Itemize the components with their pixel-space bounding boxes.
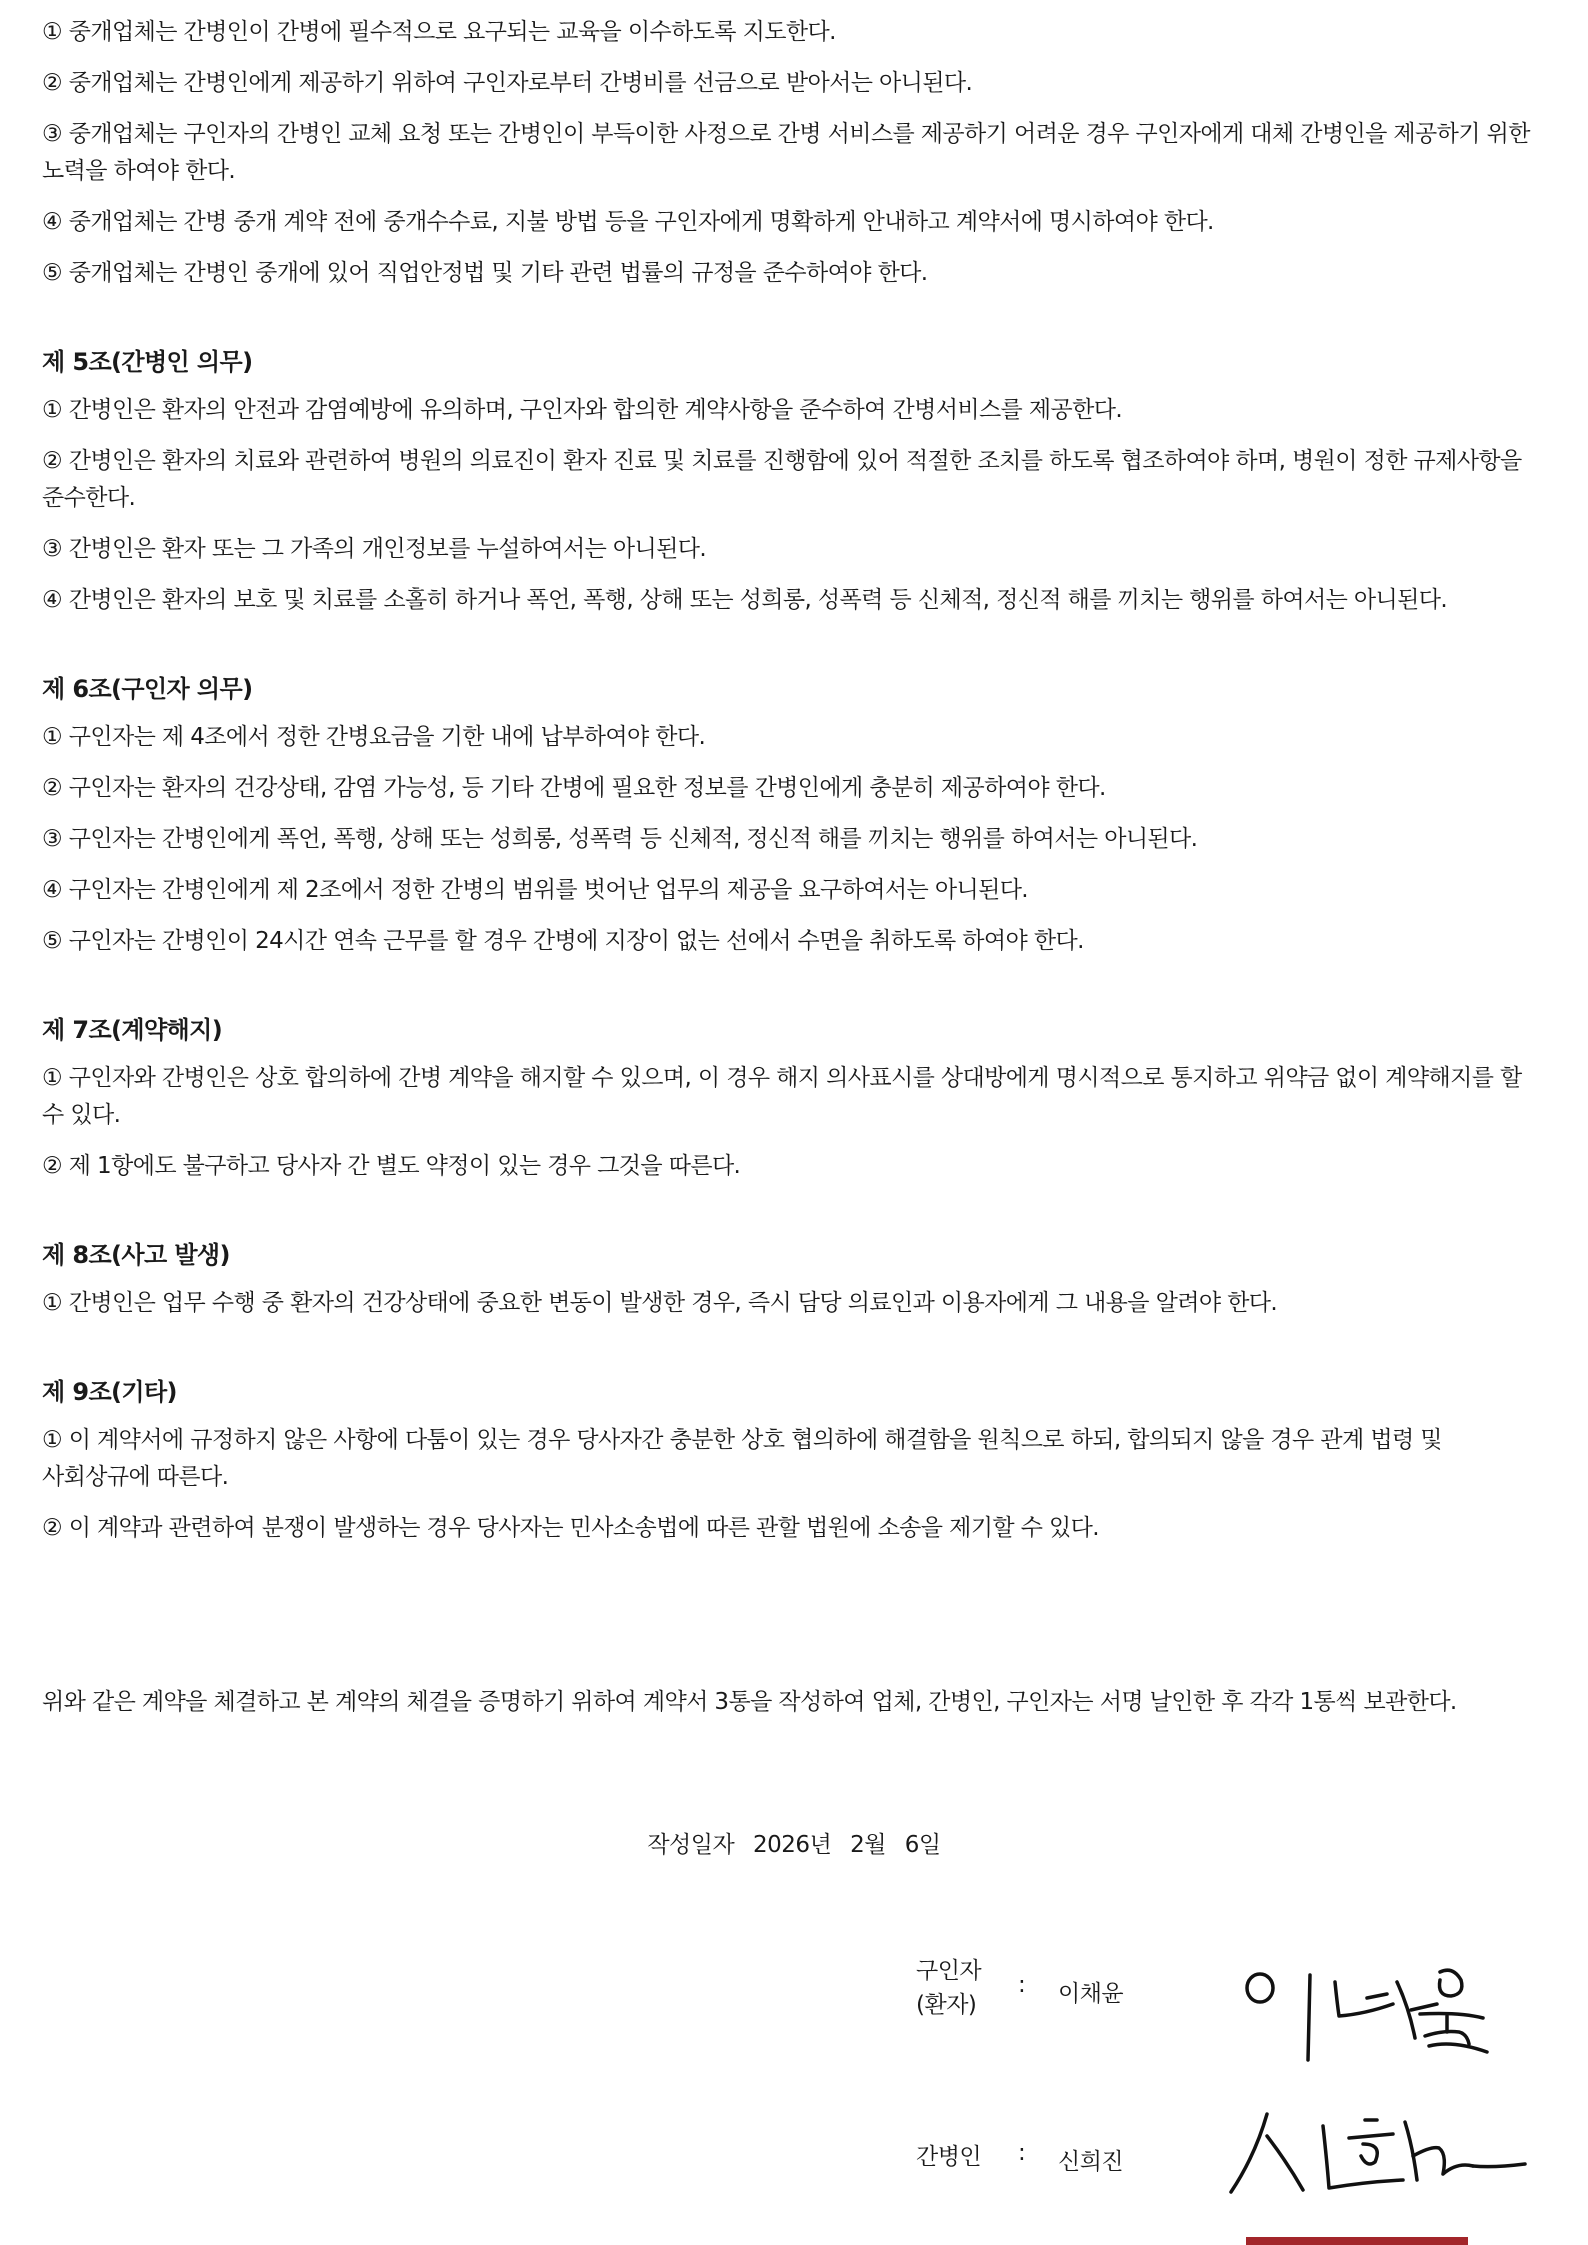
- article-5-item-1: ① 간병인은 환자의 안전과 감염예방에 유의하며, 구인자와 합의한 계약사항을 준수하여 간병서비스를 제공한다.: [42, 397, 1123, 423]
- article-6-item-2: ② 구인자는 환자의 건강상태, 감염 가능성, 등 기타 간병에 필요한 정보를 간병인에게 충분히 제공하여야 한다.: [42, 775, 1106, 801]
- article-9-item-2: ② 이 계약과 관련하여 분쟁이 발생하는 경우 당사자는 민사소송법에 따른 관할 법원에 소송을 제기할 수 있다.: [42, 1515, 1099, 1541]
- caregiver-colon: :: [1018, 2140, 1026, 2166]
- client-role-label: [916, 1954, 981, 2022]
- date-month: 2월: [850, 1832, 886, 1858]
- article-4-items: [42, 14, 1542, 292]
- footer-accent-bar: [1246, 2237, 1468, 2245]
- article-4-item-1: ① 중개업체는 간병인이 간병에 필수적으로 요구되는 교육을 이수하도록 지도한다.: [42, 19, 836, 45]
- article-4-item-4: ④ 중개업체는 간병 중개 계약 전에 중개수수료, 지불 방법 등을 구인자에게 명확하게 안내하고 계약서에 명시하여야 한다.: [42, 209, 1214, 235]
- caregiver-role-label: 간병인: [916, 2144, 982, 2170]
- date-day: 6일: [904, 1832, 941, 1858]
- article-7-title: 제 7조(계약해지): [42, 1016, 223, 1044]
- date-year: 2026년: [753, 1832, 832, 1858]
- article-8-title: 제 8조(사고 발생): [42, 1241, 230, 1269]
- date-label: 작성일자: [647, 1832, 735, 1858]
- article-6-item-1: ① 구인자는 제 4조에서 정한 간병요금을 기한 내에 납부하여야 한다.: [42, 724, 706, 750]
- article-6-item-4: ④ 구인자는 간병인에게 제 2조에서 정한 간병의 범위를 벗어난 업무의 제공을 요구하여서는 아니된다.: [42, 877, 1029, 903]
- article-8: [42, 1237, 1542, 1322]
- article-5-item-4: ④ 간병인은 환자의 보호 및 치료를 소홀히 하거나 폭언, 폭행, 상해 또는 성희롱, 성폭력 등 신체적, 정신적 해를 끼치는 행위를 하여서는 아니된다.: [42, 587, 1448, 613]
- client-signature: [1215, 1960, 1545, 2080]
- article-4-item-2: ② 중개업체는 간병인에게 제공하기 위하여 구인자로부터 간병비를 선금으로 받아서는 아니된다.: [42, 70, 973, 96]
- article-6-item-5: ⑤ 구인자는 간병인이 24시간 연속 근무를 할 경우 간병에 지장이 없는 선에서 수면을 취하도록 하여야 한다.: [42, 928, 1084, 954]
- article-4-item-3: ③ 중개업체는 구인자의 간병인 교체 요청 또는 간병인이 부득이한 사정으로 간병 서비스를 제공하기 어려운 경우 구인자에게 대체 간병인을 제공하기 위한 노력을 하여야 한다.: [42, 121, 1530, 184]
- article-9-title: 제 9조(기타): [42, 1378, 177, 1406]
- article-6-title: 제 6조(구인자 의무): [42, 675, 253, 703]
- client-colon: :: [1018, 1972, 1026, 1998]
- article-4-item-5: ⑤ 중개업체는 간병인 중개에 있어 직업안정법 및 기타 관련 법률의 규정을 준수하여야 한다.: [42, 260, 928, 286]
- article-8-item-1: ① 간병인은 업무 수행 중 환자의 건강상태에 중요한 변동이 발생한 경우, 즉시 담당 의료인과 이용자에게 그 내용을 알려야 한다.: [42, 1290, 1278, 1316]
- client-role-line2: (환자): [916, 1992, 977, 2018]
- caregiver-name: 신희진: [1058, 2149, 1124, 2175]
- caregiver-signature: [1225, 2096, 1555, 2206]
- article-5: [42, 344, 1542, 619]
- article-5-title: 제 5조(간병인 의무): [42, 348, 253, 376]
- article-9-item-1: ① 이 계약서에 규정하지 않은 사항에 다툼이 있는 경우 당사자간 충분한 상호 협의하에 해결함을 원칙으로 하되, 합의되지 않을 경우 관계 법령 및 사회상규에 따른다.: [42, 1427, 1442, 1490]
- article-5-item-2: ② 간병인은 환자의 치료와 관련하여 병원의 의료진이 환자 진료 및 치료를 진행함에 있어 적절한 조치를 하도록 협조하여야 하며, 병원이 정한 규제사항을 준수한다.: [42, 448, 1522, 511]
- article-7-item-1: ① 구인자와 간병인은 상호 합의하에 간병 계약을 해지할 수 있으며, 이 경우 해지 의사표시를 상대방에게 명시적으로 통지하고 위약금 없이 계약해지를 할 수 있다.: [42, 1065, 1522, 1128]
- contract-body: [42, 14, 1542, 1561]
- article-5-item-3: ③ 간병인은 환자 또는 그 가족의 개인정보를 누설하여서는 아니된다.: [42, 536, 707, 562]
- article-7-item-2: ② 제 1항에도 불구하고 당사자 간 별도 약정이 있는 경우 그것을 따른다.: [42, 1153, 741, 1179]
- article-6-item-3: ③ 구인자는 간병인에게 폭언, 폭행, 상해 또는 성희롱, 성폭력 등 신체적, 정신적 해를 끼치는 행위를 하여서는 아니된다.: [42, 826, 1198, 852]
- client-role-line1: 구인자: [916, 1958, 982, 1984]
- article-7: [42, 1012, 1542, 1185]
- client-name: 이채윤: [1058, 1981, 1124, 2007]
- article-9: [42, 1374, 1542, 1547]
- closing-statement: 위와 같은 계약을 체결하고 본 계약의 체결을 증명하기 위하여 계약서 3통을 작성하여 업체, 간병인, 구인자는 서명 날인한 후 각각 1통씩 보관한다.: [42, 1689, 1457, 1715]
- article-6: [42, 671, 1542, 960]
- date-line: [0, 1826, 1588, 1859]
